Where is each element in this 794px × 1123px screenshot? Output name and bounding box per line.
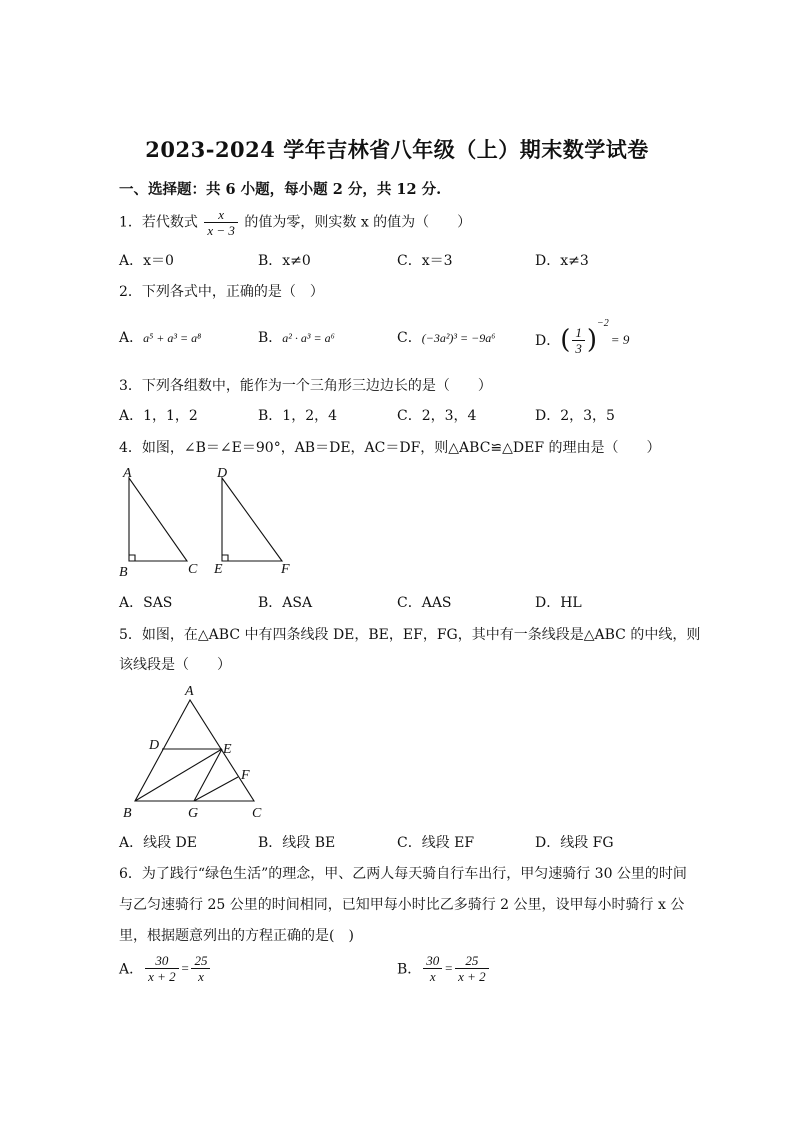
q6-b-right-num: 25 (455, 953, 489, 969)
q6-a-left-den: x + 2 (148, 969, 176, 984)
label-c: C (188, 562, 198, 577)
label-c: C (252, 806, 262, 821)
q5-figure (118, 680, 278, 822)
q6-b-left-den: x (429, 969, 436, 984)
q4-figure (110, 460, 310, 585)
q2-label-c: C． (397, 330, 422, 346)
q2-d-exponent: −2 (597, 318, 609, 329)
q2-d-den: 3 (575, 340, 582, 356)
q5-option-c: C．线段 EF (397, 835, 475, 851)
label-f: F (281, 562, 290, 577)
q2-right-paren: ) (586, 325, 598, 355)
q3-option-d: D．2，3，5 (535, 408, 615, 424)
q1-fraction (204, 207, 238, 238)
question-3: 3．下列各组数中，能作为一个三角形三边边长的是（ ） (119, 378, 492, 394)
q1-option-b: B．x≠0 (258, 253, 311, 269)
q4-option-d: D．HL (535, 595, 582, 611)
q6-a-right-den: x (198, 969, 204, 984)
q2-left-paren: ( (560, 325, 571, 355)
q2-label-d: D． (535, 333, 561, 349)
q2-d-fraction (572, 325, 585, 356)
question-5-line-2: 该线段是（ ） (119, 657, 231, 673)
q6-b-left-frac (423, 953, 442, 984)
page-title: 2023-2024 学年吉林省八年级（上）期末数学试卷 (145, 137, 649, 162)
q2-expr-c: (−3a²)³ = −9a⁶ (421, 331, 496, 345)
label-d: D (217, 466, 228, 481)
q2-option-b (258, 327, 335, 347)
q6-b-left-num: 30 (423, 953, 442, 969)
q6-option-b (397, 953, 491, 984)
q2-option-c (397, 327, 495, 347)
q1-prefix: 1．若代数式 (119, 214, 198, 231)
label-b: B (123, 806, 132, 821)
q6-b-right-frac (455, 953, 489, 984)
q6-label-a: A． (119, 961, 144, 978)
q2-d-num: 1 (572, 325, 585, 341)
q1-option-d: D．x≠3 (535, 253, 589, 269)
label-f: F (241, 768, 250, 783)
q1-frac-den: x − 3 (207, 223, 235, 238)
q2-expr-b: a² · a³ = a⁶ (282, 331, 335, 345)
triangle-def (222, 478, 282, 561)
question-4: 4．如图，∠B＝∠E＝90°，AB＝DE，AC＝DF，则△ABC≌△DEF 的理由是（ ） (119, 440, 661, 456)
right-angle-mark-b (129, 555, 135, 561)
label-b: B (119, 565, 128, 580)
question-6-line-2: 与乙匀速骑行 25 公里的时间相同，已知甲每小时比乙多骑行 2 公里，设甲每小时骑行 x 公 (119, 897, 685, 913)
question-2: 2．下列各式中，正确的是（ ） (119, 284, 324, 300)
q6-b-equals: = (444, 960, 454, 976)
q2-label-b: B． (258, 330, 283, 346)
triangle-abc (129, 478, 187, 561)
q3-option-a: A．1，1，2 (119, 408, 198, 424)
q6-a-right-num: 25 (191, 953, 210, 969)
q6-a-right-frac (191, 953, 210, 984)
q6-label-b: B． (397, 961, 422, 978)
label-a: A (185, 684, 194, 699)
q6-a-equals: = (180, 960, 190, 976)
right-angle-mark-e (222, 555, 228, 561)
q4-option-b: B．ASA (258, 595, 313, 611)
question-6-line-3: 里，根据题意列出的方程正确的是( ) (119, 928, 354, 944)
label-e: E (223, 742, 232, 757)
label-g: G (188, 806, 199, 821)
q5-option-b: B．线段 BE (258, 835, 336, 851)
question-6-line-1: 6．为了践行“绿色生活”的理念，甲、乙两人每天骑自行车出行，甲匀速骑行 30 公里的时间 (119, 866, 687, 882)
q6-a-left-frac (145, 953, 179, 984)
label-e: E (214, 562, 223, 577)
q6-option-a (119, 953, 212, 984)
q2-expr-a: a⁵ + a³ = a⁸ (143, 331, 202, 345)
label-a: A (123, 466, 132, 481)
question-1 (119, 207, 471, 238)
q1-frac-num: x (204, 207, 238, 223)
q4-option-a: A．SAS (119, 595, 173, 611)
q3-option-c: C．2，3，4 (397, 408, 477, 424)
q6-b-right-den: x + 2 (458, 969, 486, 984)
q6-a-left-num: 30 (145, 953, 179, 969)
q5-option-d: D．线段 FG (535, 835, 614, 851)
q3-option-b: B．1，2，4 (258, 408, 338, 424)
q2-option-a (119, 327, 201, 347)
q4-option-c: C．AAS (397, 595, 452, 611)
q1-option-a: A．x＝0 (119, 253, 174, 269)
question-5-line-1: 5．如图，在△ABC 中有四条线段 DE，BE，EF，FG，其中有一条线段是△ABC 的中线，则 (119, 627, 701, 643)
q2-label-a: A． (119, 330, 144, 346)
label-d: D (149, 738, 160, 753)
q5-option-a: A．线段 DE (119, 835, 198, 851)
q2-d-rhs: = 9 (610, 332, 630, 347)
q2-option-d (535, 318, 629, 356)
section-heading: 一、选择题：共 6 小题，每小题 2 分，共 12 分. (119, 181, 442, 198)
q1-suffix: 的值为零，则实数 x 的值为（ ） (244, 214, 472, 231)
q1-option-c: C．x＝3 (397, 253, 453, 269)
